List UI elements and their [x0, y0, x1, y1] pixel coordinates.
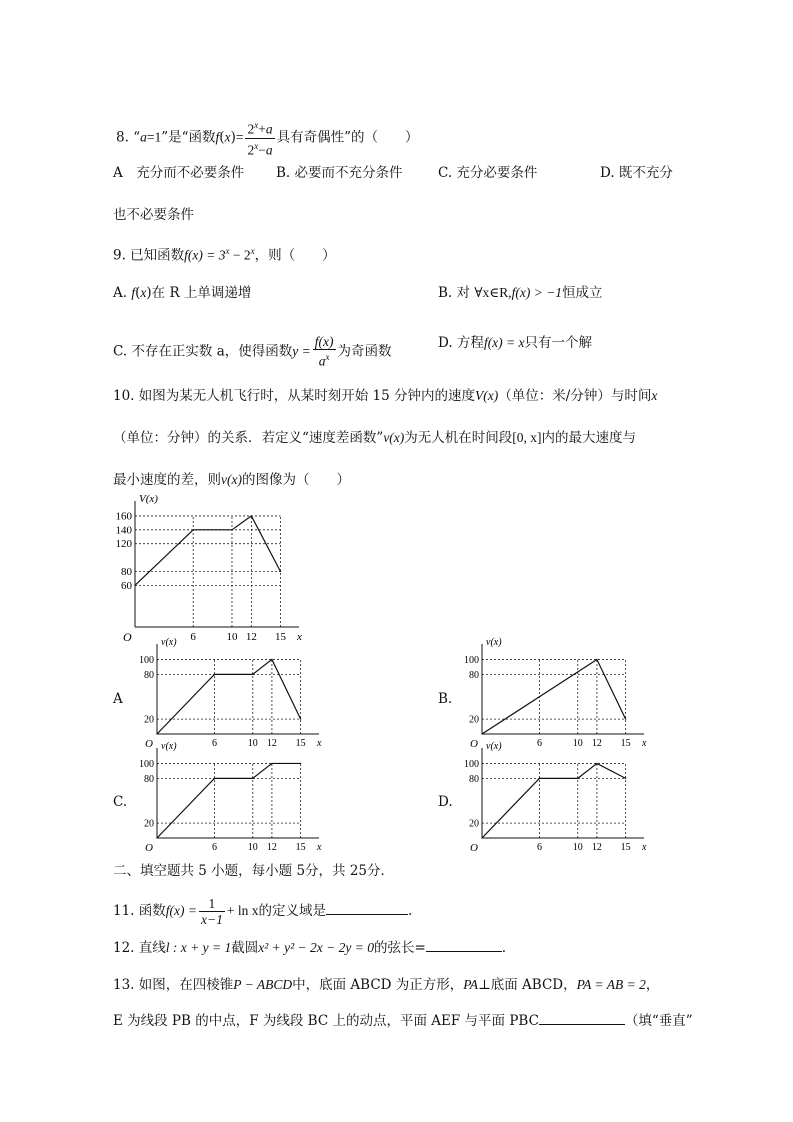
- x-tick-label-2: 12: [591, 842, 602, 853]
- series-line: [482, 763, 626, 838]
- q10-option-b-label: B.: [438, 691, 453, 707]
- q8-option-c: C. 充分必要条件: [438, 165, 538, 181]
- origin-label: O: [145, 842, 153, 854]
- data-point-4: [280, 571, 281, 572]
- y-tick-label-3: 140: [115, 524, 132, 537]
- x-axis-label: x: [317, 842, 322, 853]
- x-tick-label-0: 6: [536, 842, 542, 853]
- q12-blank[interactable]: [426, 937, 502, 952]
- q8-option-d-cont: 也不必要条件: [113, 207, 194, 223]
- data-point-2: [252, 674, 253, 675]
- data-point-0: [156, 733, 157, 734]
- x-tick-label-0: 6: [190, 631, 196, 643]
- x-tick-label-3: 15: [620, 842, 631, 853]
- q13-line1: 13. 如图，在四棱锥P − ABCD中，底面 ABCD 为正方形，PA⊥底面 ABCD，PA = AB = 2，: [113, 977, 660, 993]
- x-tick-label-1: 10: [226, 631, 238, 643]
- x-tick-label-3: 15: [620, 738, 631, 749]
- q13-line2: E 为线段 PB 的中点，F 为线段 BC 上的动点，平面 AEF 与平面 PBC （填“垂直”: [113, 1010, 693, 1030]
- chart-option-c: [135, 741, 322, 855]
- origin-label: O: [123, 630, 132, 644]
- y-axis-label: v(x): [486, 637, 502, 648]
- y-axis-label: v(x): [161, 741, 177, 752]
- y-tick-label-0: 20: [144, 818, 154, 830]
- data-point-4: [300, 718, 301, 719]
- data-point-2: [252, 778, 253, 779]
- x-axis-label: x: [642, 842, 647, 853]
- y-tick-label-2: 100: [139, 758, 154, 770]
- y-tick-label-1: 80: [144, 773, 154, 785]
- y-tick-label-0: 20: [469, 714, 479, 726]
- q8-stem: 8. “a=1”是“函数f(x)= $\frac{2^x+a}{2^x-a}$ 具有奇偶性”的（ ）: [116, 120, 419, 157]
- y-tick-label-2: 120: [115, 538, 132, 551]
- q8-option-d: D. 既不充分: [600, 165, 673, 181]
- x-axis-label: x: [297, 631, 302, 643]
- x-tick-label-2: 12: [245, 631, 257, 643]
- q9-c-fraction: $\frac{f(x)}{a^x}$: [314, 334, 334, 369]
- data-point-4: [625, 778, 626, 779]
- series-line: [482, 659, 626, 734]
- q9-option-d: D. 方程f(x) = x只有一个解: [438, 335, 593, 351]
- q8-option-a: A 充分而不必要条件: [113, 165, 245, 181]
- y-tick-label-0: 20: [144, 714, 154, 726]
- q8-fraction: $\frac{2^x+a}{2^x-a}$: [247, 120, 273, 157]
- q10-option-c-label: C.: [113, 794, 128, 810]
- q11: 11. 函数f(x) = $\frac{1}{x-1}$ + ln x的定义域是 .: [113, 896, 413, 927]
- series-line: [135, 516, 280, 585]
- chart-option-b: [460, 637, 647, 751]
- q10-line2: （单位：分钟）的关系．若定义“速度差函数”v(x)为无人机在时间段[0, x]内的最大速度与: [113, 430, 637, 446]
- data-point-0: [134, 585, 135, 586]
- data-point-1: [214, 674, 215, 675]
- x-axis-label: x: [317, 738, 322, 749]
- x-tick-label-3: 15: [295, 842, 306, 853]
- y-axis-label: V(x): [139, 493, 158, 505]
- y-tick-label-1: 80: [144, 669, 154, 681]
- data-point-1: [539, 778, 540, 779]
- data-point-3: [251, 515, 252, 516]
- q9-option-c: C. 不存在正实数 a，使得函数y = $\frac{f(x)}{a^x}$ 为奇函数: [113, 334, 392, 369]
- x-tick-label-3: 15: [274, 631, 286, 643]
- data-point-3: [596, 763, 597, 764]
- data-point-2: [625, 718, 626, 719]
- data-point-0: [481, 733, 482, 734]
- x-tick-label-2: 12: [591, 738, 602, 749]
- x-tick-label-3: 15: [295, 738, 306, 749]
- x-tick-label-0: 6: [536, 738, 542, 749]
- y-tick-label-1: 80: [469, 669, 479, 681]
- q10-line1: 10. 如图为某无人机飞行时，从某时刻开始 15 分钟内的速度V(x)（单位：米/分钟）与时间x: [113, 388, 658, 404]
- origin-label: O: [470, 842, 478, 854]
- section-2-heading: 二、填空题共 5 小题，每小题 5分，共 25分．: [113, 863, 395, 879]
- y-tick-label-0: 20: [469, 818, 479, 830]
- x-tick-label-2: 12: [266, 842, 277, 853]
- x-tick-label-0: 6: [211, 842, 217, 853]
- q10-line3: 最小速度的差，则v(x)的图像为（ ）: [113, 472, 350, 488]
- x-tick-label-2: 12: [266, 738, 277, 749]
- y-tick-label-2: 100: [464, 758, 479, 770]
- q13-blank[interactable]: [539, 1010, 625, 1025]
- q11-blank[interactable]: [326, 900, 408, 915]
- x-axis-label: x: [642, 738, 647, 749]
- data-point-0: [481, 837, 482, 838]
- x-tick-label-0: 6: [211, 738, 217, 749]
- q8-option-b: B. 必要而不充分条件: [276, 165, 403, 181]
- chart-option-d: [460, 741, 647, 855]
- y-tick-label-4: 160: [115, 510, 132, 523]
- data-point-0: [156, 837, 157, 838]
- x-tick-label-1: 10: [247, 738, 258, 749]
- data-point-1: [193, 529, 194, 530]
- data-point-2: [577, 778, 578, 779]
- series-line: [157, 763, 301, 838]
- data-point-1: [596, 659, 597, 660]
- x-tick-label-1: 10: [572, 738, 583, 749]
- y-tick-label-0: 60: [121, 579, 132, 592]
- q10-option-a-label: A: [113, 691, 123, 707]
- q10-option-d-label: D.: [438, 794, 453, 810]
- origin-label: O: [470, 738, 478, 750]
- data-point-2: [231, 529, 232, 530]
- q9-option-b: B. 对 ∀x∈R,f(x) > −1恒成立: [438, 285, 603, 301]
- data-point-1: [214, 778, 215, 779]
- data-point-4: [300, 763, 301, 764]
- y-tick-label-1: 80: [469, 773, 479, 785]
- chart-option-a: [135, 637, 322, 751]
- q12: 12. 直线l : x + y = 1截圆x² + y² − 2x − 2y = 0的弦长= .: [113, 937, 506, 957]
- series-line: [157, 659, 301, 734]
- origin-label: O: [145, 738, 153, 750]
- chart-V: [100, 493, 302, 645]
- y-tick-label-1: 80: [121, 565, 132, 578]
- y-axis-label: v(x): [161, 637, 177, 648]
- q9-stem: 9. 已知函数$f(x) = 3^x - 2^x$，则（ ）: [113, 246, 336, 264]
- x-tick-label-1: 10: [247, 842, 258, 853]
- x-tick-label-1: 10: [572, 842, 583, 853]
- y-tick-label-2: 100: [464, 654, 479, 666]
- data-point-3: [271, 763, 272, 764]
- y-axis-label: v(x): [486, 741, 502, 752]
- data-point-3: [271, 659, 272, 660]
- y-tick-label-2: 100: [139, 654, 154, 666]
- q9-option-a: A. f(x)在 R 上单调递增: [113, 285, 252, 301]
